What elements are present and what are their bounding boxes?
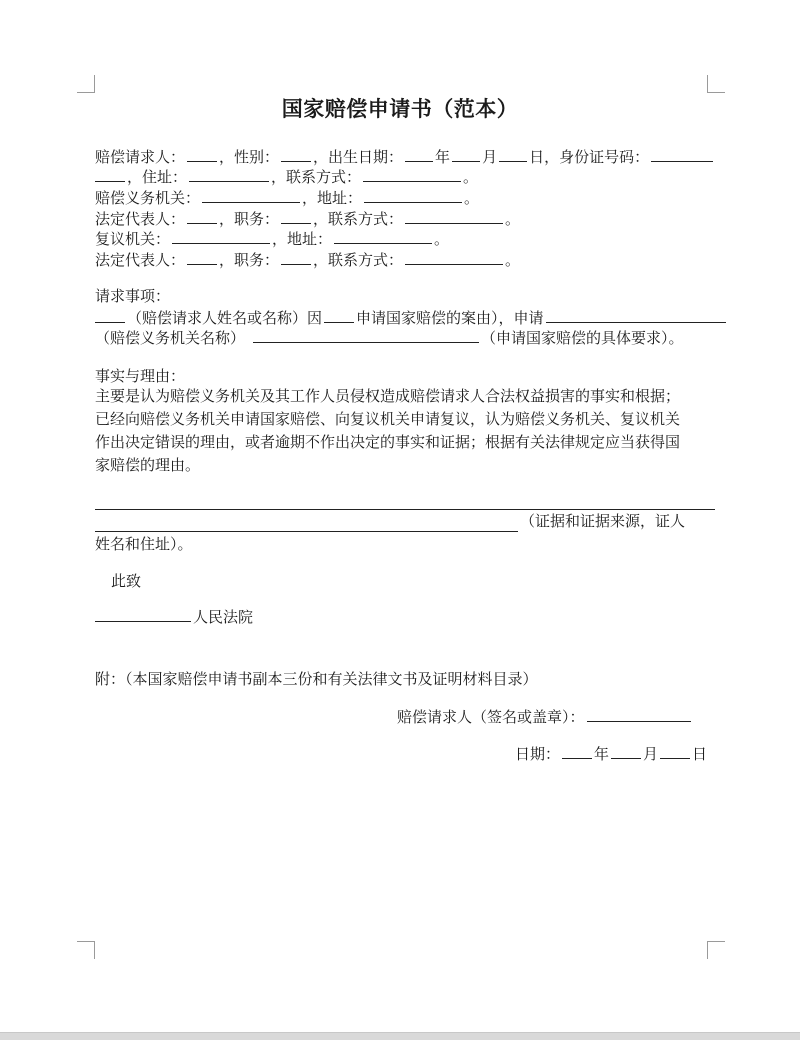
review-organ-line bbox=[95, 228, 449, 249]
blank-obligor[interactable] bbox=[202, 187, 300, 203]
request-text-1b: 申请国家赔偿的案由），申请 bbox=[356, 309, 544, 327]
blank-gender[interactable] bbox=[281, 146, 311, 162]
blank-review-address[interactable] bbox=[334, 228, 432, 244]
evidence-text: （证据和证据来源，证人 bbox=[520, 512, 686, 530]
label-day-id: 日，身份证号码： bbox=[529, 148, 650, 166]
label-contact: ，联系方式： bbox=[313, 251, 404, 269]
label-position: ，职务： bbox=[219, 251, 280, 269]
request-line-2 bbox=[95, 327, 684, 348]
label-contact: ，联系方式： bbox=[313, 210, 404, 228]
attachment-note: 附：（本国家赔偿申请书副本三份和有关法律文书及证明材料目录） bbox=[95, 670, 538, 688]
line-end: 。 bbox=[464, 189, 480, 207]
blank-legal-rep[interactable] bbox=[187, 249, 217, 265]
label-legal-rep: 法定代表人： bbox=[95, 251, 186, 269]
request-text-2b: （申请国家赔偿的具体要求）。 bbox=[481, 329, 684, 347]
blank-birth-year[interactable] bbox=[405, 146, 433, 162]
facts-paragraph-line: 作出决定错误的理由，或者逾期不作出决定的事实和证据；根据有关法律规定应当获得国 bbox=[95, 433, 681, 451]
label-month: 月 bbox=[482, 148, 498, 166]
blank-contact[interactable] bbox=[405, 208, 503, 224]
legal-rep-line-2 bbox=[95, 249, 520, 270]
salutation: 此致 bbox=[111, 572, 142, 590]
label-obligor-address: ，地址： bbox=[302, 189, 363, 207]
label-review-organ: 复议机关： bbox=[95, 230, 171, 248]
blank-case-cause[interactable] bbox=[324, 307, 354, 323]
blank-contact[interactable] bbox=[363, 166, 461, 182]
blank-id-number-cont[interactable] bbox=[95, 166, 125, 182]
blank-request[interactable] bbox=[546, 307, 726, 323]
blank-court-name[interactable] bbox=[95, 606, 191, 622]
document-title: 国家赔偿申请书（范本） bbox=[281, 97, 519, 121]
label-legal-rep: 法定代表人： bbox=[95, 210, 186, 228]
blank-applicant-name[interactable] bbox=[187, 146, 217, 162]
evidence-blank-line[interactable] bbox=[95, 509, 715, 510]
blank-position[interactable] bbox=[281, 249, 311, 265]
signature-label: 赔偿请求人（签名或盖章）： bbox=[397, 708, 585, 726]
label-contact: ，联系方式： bbox=[271, 168, 362, 186]
label-birth: ，出生日期： bbox=[313, 148, 404, 166]
label-applicant: 赔偿请求人： bbox=[95, 148, 186, 166]
line-end: 。 bbox=[463, 168, 479, 186]
blank-obligor-address[interactable] bbox=[364, 187, 462, 203]
date-month: 月 bbox=[643, 745, 659, 763]
blank-day[interactable] bbox=[660, 743, 690, 759]
evidence-text-cont: 姓名和住址）。 bbox=[95, 535, 193, 553]
page-corner-mark bbox=[77, 941, 95, 959]
facts-paragraph-line: 已经向赔偿义务机关申请国家赔偿、向复议机关申请复议，认为赔偿义务机关、复议机关 bbox=[95, 410, 681, 428]
court-label: 人民法院 bbox=[193, 608, 254, 626]
page-corner-mark bbox=[77, 75, 95, 93]
blank-position[interactable] bbox=[281, 208, 311, 224]
date-line bbox=[515, 743, 707, 764]
label-obligor: 赔偿义务机关： bbox=[95, 189, 201, 207]
facts-paragraph-line: 家赔偿的理由。 bbox=[95, 456, 201, 474]
blank-birth-month[interactable] bbox=[452, 146, 480, 162]
blank-contact[interactable] bbox=[405, 249, 503, 265]
page-corner-mark bbox=[707, 75, 725, 93]
blank-id-number[interactable] bbox=[651, 146, 713, 162]
signature-line bbox=[397, 706, 693, 727]
date-year: 年 bbox=[594, 745, 610, 763]
request-line-1 bbox=[95, 307, 728, 328]
label-year: 年 bbox=[435, 148, 451, 166]
applicant-line bbox=[95, 146, 715, 167]
blank-applicant-name[interactable] bbox=[95, 307, 125, 323]
request-text-1a: （赔偿请求人姓名或名称）因 bbox=[127, 309, 323, 327]
blank-signature[interactable] bbox=[587, 706, 691, 722]
request-heading: 请求事项： bbox=[95, 287, 171, 305]
legal-rep-line bbox=[95, 208, 520, 229]
request-text-2a: （赔偿义务机关名称） bbox=[95, 329, 246, 347]
line-end: 。 bbox=[434, 230, 450, 248]
date-day: 日 bbox=[692, 745, 708, 763]
date-label: 日期： bbox=[515, 745, 561, 763]
label-address: ，住址： bbox=[127, 168, 188, 186]
evidence-blank-line[interactable] bbox=[95, 531, 518, 532]
blank-legal-rep[interactable] bbox=[187, 208, 217, 224]
blank-specific-request[interactable] bbox=[253, 327, 479, 343]
label-review-address: ，地址： bbox=[272, 230, 333, 248]
label-gender: ，性别： bbox=[219, 148, 280, 166]
blank-year[interactable] bbox=[562, 743, 592, 759]
blank-review-organ[interactable] bbox=[172, 228, 270, 244]
label-position: ，职务： bbox=[219, 210, 280, 228]
blank-address[interactable] bbox=[189, 166, 269, 182]
court-line bbox=[95, 606, 253, 627]
obligor-line bbox=[95, 187, 479, 208]
blank-month[interactable] bbox=[611, 743, 641, 759]
facts-heading: 事实与理由： bbox=[95, 367, 186, 385]
facts-paragraph-line: 主要是认为赔偿义务机关及其工作人员侵权造成赔偿请求人合法权益损害的事实和根据； bbox=[95, 387, 681, 405]
line-end: 。 bbox=[505, 251, 521, 269]
blank-birth-day[interactable] bbox=[499, 146, 527, 162]
line-end: 。 bbox=[505, 210, 521, 228]
page-corner-mark bbox=[707, 941, 725, 959]
applicant-address-line bbox=[95, 166, 478, 187]
